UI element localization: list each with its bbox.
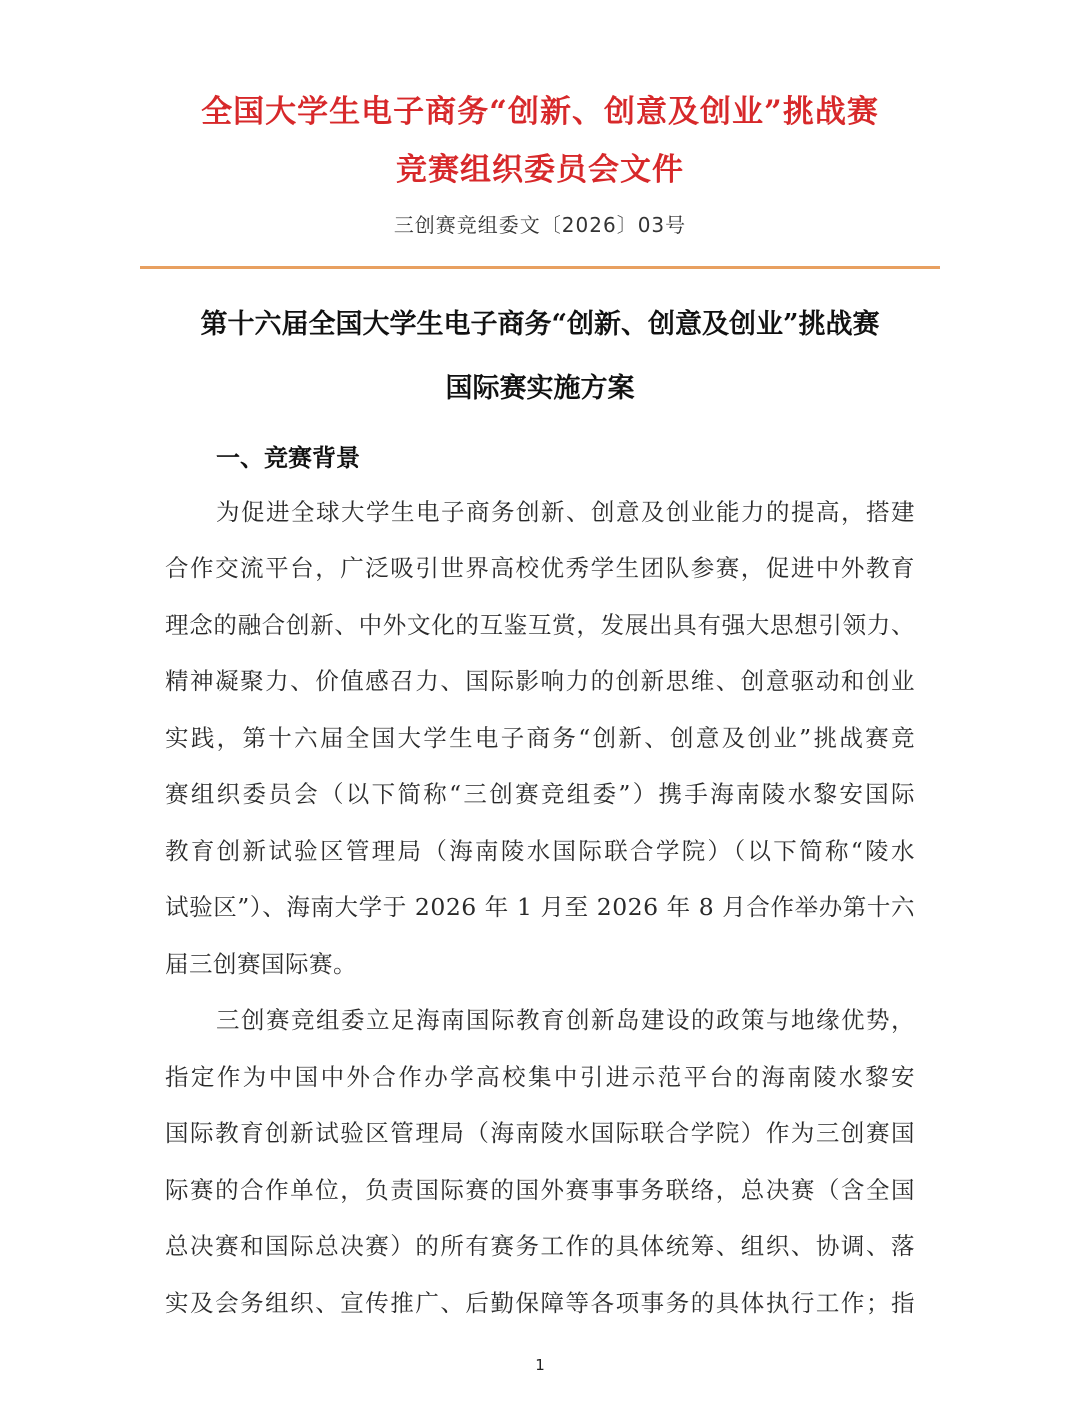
paragraph-1-line: 赛组织委员会（以下简称“三创赛竞组委”）携手海南陵水黎安国际 xyxy=(165,780,915,808)
paragraph-1-line: 精神凝聚力、价值感召力、国际影响力的创新思维、创意驱动和创业 xyxy=(165,667,915,695)
document-title-line-1: 第十六届全国大学生电子商务“创新、创意及创业”挑战赛 xyxy=(200,309,880,340)
paragraph-2-line: 指定作为中国中外合作办学高校集中引进示范平台的海南陵水黎安 xyxy=(165,1063,915,1091)
paragraph-1-line: 合作交流平台，广泛吸引世界高校优秀学生团队参赛，促进中外教育 xyxy=(165,554,915,582)
header-title-line-2: 竞赛组织委员会文件 xyxy=(396,152,684,188)
header-title-line-1: 全国大学生电子商务“创新、创意及创业”挑战赛 xyxy=(201,94,879,130)
paragraph-1-line: 教育创新试验区管理局（海南陵水国际联合学院）（以下简称“陵水 xyxy=(165,837,915,865)
page-number: 1 xyxy=(535,1356,545,1374)
document-title-line-2: 国际赛实施方案 xyxy=(445,373,635,404)
paragraph-2-line: 国际教育创新试验区管理局（海南陵水国际联合学院）作为三创赛国 xyxy=(165,1119,915,1147)
paragraph-1-line: 试验区”）、海南大学于 2026 年 1 月至 2026 年 8 月合作举办第十六 xyxy=(165,893,915,921)
document-number: 三创赛竞组委文〔2026〕03号 xyxy=(393,213,687,237)
paragraph-1-line: 届三创赛国际赛。 xyxy=(165,950,357,978)
header-divider xyxy=(140,266,940,269)
paragraph-1-line: 实践，第十六届全国大学生电子商务“创新、创意及创业”挑战赛竞 xyxy=(165,724,915,752)
paragraph-2-line: 总决赛和国际总决赛）的所有赛务工作的具体统筹、组织、协调、落 xyxy=(165,1232,915,1260)
paragraph-1-line: 理念的融合创新、中外文化的互鉴互赏，发展出具有强大思想引领力、 xyxy=(165,611,915,639)
paragraph-1-line: 为促进全球大学生电子商务创新、创意及创业能力的提高，搭建 xyxy=(216,498,915,526)
paragraph-2-line: 际赛的合作单位，负责国际赛的国外赛事事务联络，总决赛（含全国 xyxy=(165,1176,915,1204)
paragraph-2-line: 三创赛竞组委立足海南国际教育创新岛建设的政策与地缘优势， xyxy=(216,1006,915,1034)
paragraph-2-line: 实及会务组织、宣传推广、后勤保障等各项事务的具体执行工作；指 xyxy=(165,1289,915,1317)
section-heading-background: 一、竞赛背景 xyxy=(216,443,360,472)
